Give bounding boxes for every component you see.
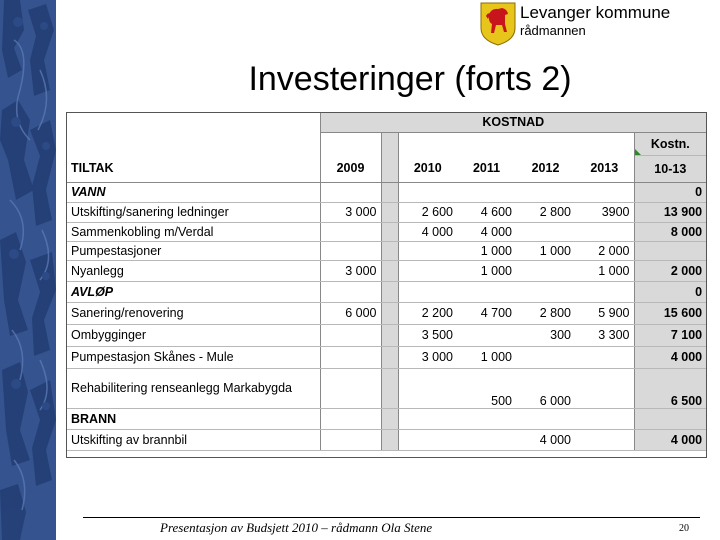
value-cell [457, 429, 516, 450]
value-cell [516, 182, 575, 202]
value-cell [320, 182, 381, 202]
value-cell [398, 429, 457, 450]
gap-cell [381, 346, 398, 368]
value-cell [320, 368, 381, 408]
value-cell [398, 408, 457, 429]
year-header: 2013 [575, 155, 634, 182]
value-cell: 500 [457, 368, 516, 408]
table-row [67, 429, 706, 450]
row-label: Utskifting av brannbil [67, 429, 320, 450]
value-cell: 4 700 [457, 302, 516, 324]
horse-shield-icon [480, 2, 516, 46]
total-cell: 7 100 [634, 324, 706, 346]
value-cell [398, 260, 457, 281]
page-title: Investeringer (forts 2) [248, 60, 572, 98]
value-cell: 4 600 [457, 202, 516, 222]
total-cell [634, 408, 706, 429]
value-cell: 3 000 [398, 346, 457, 368]
total-cell: 8 000 [634, 222, 706, 241]
value-cell [457, 324, 516, 346]
value-cell [575, 408, 634, 429]
table-row [67, 302, 706, 324]
value-cell [398, 241, 457, 260]
value-cell: 4 000 [516, 429, 575, 450]
page-number: 20 [679, 523, 689, 534]
value-cell: 5 900 [575, 302, 634, 324]
value-cell [575, 222, 634, 241]
value-cell [457, 408, 516, 429]
value-cell [320, 346, 381, 368]
table-row [67, 241, 706, 260]
row-label: Rehabilitering renseanlegg Markabygda [67, 368, 320, 408]
value-cell: 300 [516, 324, 575, 346]
total-cell: 13 900 [634, 202, 706, 222]
value-cell: 6 000 [320, 302, 381, 324]
gap-cell [381, 241, 398, 260]
total-cell: 4 000 [634, 346, 706, 368]
footer-divider [83, 517, 700, 518]
value-cell: 4 000 [398, 222, 457, 241]
table-row [67, 324, 706, 346]
value-cell [575, 182, 634, 202]
row-label: VANN [67, 182, 320, 202]
value-cell [320, 222, 381, 241]
value-cell [457, 182, 516, 202]
value-cell: 3900 [575, 202, 634, 222]
total-header-top [634, 132, 706, 155]
value-cell [575, 368, 634, 408]
value-cell: 2 200 [398, 302, 457, 324]
value-cell: 2 000 [575, 241, 634, 260]
value-cell: 3 000 [320, 260, 381, 281]
value-cell [320, 324, 381, 346]
row-label: Ombygginger [67, 324, 320, 346]
value-cell: 3 500 [398, 324, 457, 346]
group-header-row [67, 113, 706, 132]
value-cell: 1 000 [457, 346, 516, 368]
footer-text: Presentasjon av Budsjett 2010 – rådmann Ola Stene [160, 520, 433, 535]
table-row [67, 202, 706, 222]
value-cell [516, 346, 575, 368]
gap-cell [381, 260, 398, 281]
investment-table [66, 112, 707, 458]
tiltak-header: TILTAK [67, 155, 320, 182]
value-cell: 3 000 [320, 202, 381, 222]
value-cell [320, 241, 381, 260]
year-header: 2009 [320, 155, 381, 182]
table-row [67, 222, 706, 241]
year-header: 2010 [398, 155, 457, 182]
gap-cell [381, 429, 398, 450]
total-cell: 2 000 [634, 260, 706, 281]
value-cell: 2 800 [516, 302, 575, 324]
value-cell [457, 281, 516, 302]
value-cell: 4 000 [457, 222, 516, 241]
value-cell: 3 300 [575, 324, 634, 346]
value-cell: 1 000 [457, 260, 516, 281]
row-label: Sammenkobling m/Verdal [67, 222, 320, 241]
table-row [67, 260, 706, 281]
value-cell [516, 260, 575, 281]
row-label: Pumpestasjoner [67, 241, 320, 260]
gap-cell [381, 302, 398, 324]
value-cell [516, 281, 575, 302]
value-cell [575, 429, 634, 450]
value-cell: 6 000 [516, 368, 575, 408]
row-label: Pumpestasjon Skånes - Mule [67, 346, 320, 368]
table-row [67, 346, 706, 368]
value-cell: 2 800 [516, 202, 575, 222]
group-header-kostnad: KOSTNAD [320, 113, 706, 132]
row-label: Nyanlegg [67, 260, 320, 281]
row-label: BRANN [67, 408, 320, 429]
table-row [67, 408, 706, 429]
value-cell: 1 000 [575, 260, 634, 281]
table-row [67, 182, 706, 202]
value-cell [398, 368, 457, 408]
total-cell: 4 000 [634, 429, 706, 450]
value-cell: 1 000 [457, 241, 516, 260]
total-header-bottom: 10-13 [634, 155, 706, 182]
gap-cell [381, 324, 398, 346]
municipality-logo [480, 2, 516, 46]
value-cell [516, 222, 575, 241]
value-cell [516, 408, 575, 429]
total-cell: 15 600 [634, 302, 706, 324]
total-cell: 6 500 [634, 368, 706, 408]
value-cell: 2 600 [398, 202, 457, 222]
value-cell [398, 182, 457, 202]
row-label: Sanering/renovering [67, 302, 320, 324]
total-header-top-label: Kostn. [650, 136, 690, 151]
subheader-row [67, 132, 706, 155]
corner-marker-icon [635, 149, 641, 155]
column-header-row [67, 155, 706, 182]
table-row [67, 281, 706, 302]
year-header: 2011 [457, 155, 516, 182]
row-label: Utskifting/sanering ledninger [67, 202, 320, 222]
value-cell [320, 408, 381, 429]
value-cell [575, 346, 634, 368]
gap-cell [381, 182, 398, 202]
value-cell [575, 281, 634, 302]
total-cell: 0 [634, 281, 706, 302]
value-cell: 1 000 [516, 241, 575, 260]
table-row [67, 368, 706, 408]
value-cell [320, 429, 381, 450]
total-cell: 0 [634, 182, 706, 202]
row-label: AVLØP [67, 281, 320, 302]
gap-cell [381, 368, 398, 408]
value-cell [398, 281, 457, 302]
year-header: 2012 [516, 155, 575, 182]
org-subtitle: rådmannen [520, 23, 586, 38]
gap-cell [381, 222, 398, 241]
total-cell [634, 241, 706, 260]
gap-cell [381, 202, 398, 222]
org-name: Levanger kommune [520, 3, 671, 22]
value-cell [320, 281, 381, 302]
cost-table [67, 113, 706, 451]
gap-cell [381, 281, 398, 302]
gap-cell [381, 408, 398, 429]
